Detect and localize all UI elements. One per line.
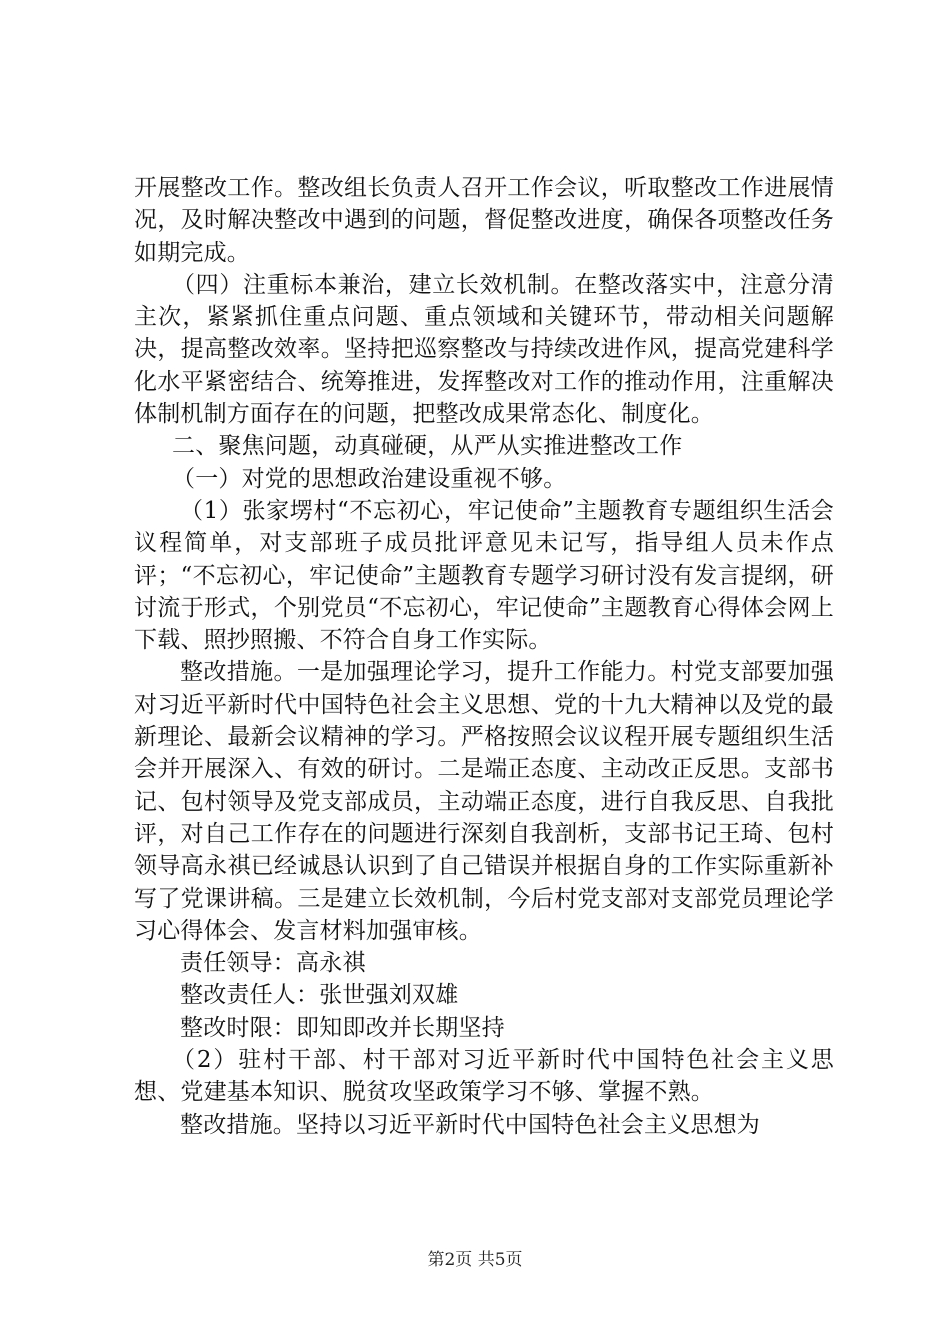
document-body [134, 172, 834, 1141]
responsible-person: 整改责任人：张世强刘双雄 [180, 982, 459, 1009]
problem-item-2: （2）驻村干部、村干部对习近平新时代中国特色社会主义思想、党建基本知识、脱贫攻坚政策学习不够、掌握不熟。 [134, 1047, 834, 1106]
section-heading-two: 二、聚焦问题，动真碰硬，从严从实推进整改工作 [172, 433, 683, 460]
paragraph-section-four: （四）注重标本兼治，建立长效机制。在整改落实中，注意分清主次，紧紧抓住重点问题、重点领域和关键环节，带动相关问题解决，提高整改效率。坚持把巡察整改与持续改进作风，提高党建科学化水平紧密结合、统筹推进，发挥整改对工作的推动作用，注重解决体制机制方面存在的问题，把整改成果常态化、制度化。 [134, 271, 834, 428]
rectification-measures-1: 整改措施。一是加强理论学习，提升工作能力。村党支部要加强对习近平新时代中国特色社会主义思想、党的十九大精神以及党的最新理论、最新会议精神的学习。严格按照会议议程开展专题组织生活会并开展深入、有效的研讨。二是端正态度、主动改正反思。支部书记、包村领导及党支部成员，主动端正态度，进行自我反思、自我批评，对自己工作存在的问题进行深刻自我剖析，支部书记王琦、包村领导高永祺已经诚恳认识到了自己错误并根据自身的工作实际重新补写了党课讲稿。三是建立长效机制，今后村党支部对支部党员理论学习心得体会、发言材料加强审核。 [134, 659, 834, 944]
responsible-leader: 责任领导：高永祺 [180, 950, 366, 977]
rectification-measures-2: 整改措施。坚持以习近平新时代中国特色社会主义思想为 [180, 1111, 760, 1138]
rectification-deadline: 整改时限：即知即改并长期坚持 [180, 1014, 505, 1041]
paragraph-continuation: 开展整改工作。整改组长负责人召开工作会议，听取整改工作进展情况，及时解决整改中遇到的问题，督促整改进度，确保各项整改任务如期完成。 [134, 175, 834, 266]
page-number-footer: 第2页 共5页 [427, 1250, 523, 1270]
subsection-heading-one: （一）对党的思想政治建设重视不够。 [172, 465, 567, 492]
problem-item-1: （1）张家塄村“不忘初心，牢记使命”主题教育专题组织生活会议程简单，对支部班子成员批评意见未记写，指导组人员未作点评；“不忘初心，牢记使命”主题教育专题学习研讨没有发言提纲，研讨流于形式，个别党员“不忘初心，牢记使命”主题教育心得体会网上下载、照抄照搬、不符合自身工作实际。 [134, 497, 834, 654]
